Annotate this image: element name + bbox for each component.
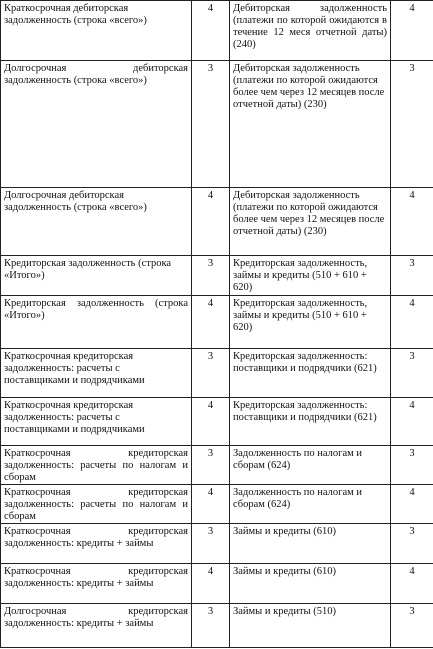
row-12-num-1: 3 [192,604,230,648]
row-1-left [1,1,192,61]
cell-text: Займы и кредиты (510) [233,606,336,617]
row-4-right [230,256,391,296]
cell-text: Долгосрочная кредиторская задолженность: кредиты + займы [4,606,188,629]
row-11-num-2: 4 [391,564,433,604]
row-12-left [1,604,192,648]
cell-text: Задолженность по налогам и сборам (624) [233,487,363,510]
row-3-num-2: 4 [391,188,433,256]
cell-text: Кредиторская задолженность (строка «Итого») [4,298,188,321]
cell-text: Займы и кредиты (610) [233,566,336,577]
row-2-num-2: 3 [391,61,433,188]
cell-text: Краткосрочная кредиторская задолженность: расчеты по налогам и сборам [4,487,188,522]
cell-text: Краткосрочная дебиторская задолженность (строка «всего») [4,3,147,26]
row-12-num-2: 3 [391,604,433,648]
cell-text: Дебиторская задолженность (платежи по которой ожидаются более чем через 12 месяцев после отчетной даты) (230) [233,190,385,237]
table-row [1,446,433,485]
row-2-left [1,61,192,188]
cell-text: Дебиторская задолженность (платежи по которой ожидаются более чем через 12 месяцев после отчетной даты) (230) [233,63,385,110]
row-5-left [1,296,192,349]
cell-text: Краткосрочная кредиторская задолженность: кредиты + займы [4,526,188,549]
cell-text: Задолженность по налогам и сборам (624) [233,448,363,471]
cell-text: Краткосрочная кредиторская задолженность: расчеты с поставщиками и подрядчиками [4,351,145,386]
row-6-num-1: 3 [192,349,230,398]
row-4-num-1: 3 [192,256,230,296]
cell-text: Кредиторская задолженность: поставщики и подрядчики (621) [233,351,377,374]
cell-text: Краткосрочная кредиторская задолженность: кредиты + займы [4,566,188,589]
row-4-left [1,256,192,296]
row-10-num-1: 3 [192,524,230,564]
table-row [1,564,433,604]
cell-text: Краткосрочная кредиторская задолженность: расчеты с поставщиками и подрядчиками [4,400,145,435]
table-row [1,61,433,188]
row-12-right [230,604,391,648]
row-2-right [230,61,391,188]
table-row [1,485,433,524]
row-10-num-2: 3 [391,524,433,564]
row-8-num-2: 3 [391,446,433,485]
row-1-right [230,1,391,61]
row-4-num-2: 3 [391,256,433,296]
cell-text: Краткосрочная кредиторская задолженность: расчеты по налогам и сборам [4,448,188,483]
row-7-left [1,398,192,446]
row-11-left [1,564,192,604]
cell-text: Долгосрочная дебиторская задолженность (строка «всего») [4,190,147,213]
row-2-num-1: 3 [192,61,230,188]
cell-text: Кредиторская задолженность, займы и кредиты (510 + 610 + 620) [233,258,368,293]
cell-text: Кредиторская задолженность (строка «Итого») [4,258,172,281]
row-7-num-1: 4 [192,398,230,446]
table-row [1,349,433,398]
row-3-left [1,188,192,256]
row-10-right [230,524,391,564]
row-5-right [230,296,391,349]
row-9-right [230,485,391,524]
cell-text: Кредиторская задолженность: поставщики и подрядчики (621) [233,400,377,423]
row-3-num-1: 4 [192,188,230,256]
row-9-num-1: 4 [192,485,230,524]
row-11-num-1: 4 [192,564,230,604]
row-10-left [1,524,192,564]
row-1-num-1: 4 [192,1,230,61]
row-6-right [230,349,391,398]
row-5-num-2: 4 [391,296,433,349]
table-row [1,296,433,349]
table-row [1,524,433,564]
row-11-right [230,564,391,604]
row-8-right [230,446,391,485]
row-6-num-2: 3 [391,349,433,398]
cell-text: Долгосрочная дебиторская задолженность (строка «всего») [4,63,188,86]
row-5-num-1: 4 [192,296,230,349]
cell-text: Дебиторская задолженность (платежи по которой ожидаются в течение 12 меся отчетной даты) (240) [233,3,387,50]
cell-text: Займы и кредиты (610) [233,526,336,537]
row-9-left [1,485,192,524]
row-3-right [230,188,391,256]
table-row [1,256,433,296]
row-8-num-1: 3 [192,446,230,485]
table-row [1,188,433,256]
row-8-left [1,446,192,485]
table-row [1,604,433,648]
row-9-num-2: 4 [391,485,433,524]
row-7-right [230,398,391,446]
row-6-left [1,349,192,398]
row-1-num-2: 4 [391,1,433,61]
cell-text: Кредиторская задолженность, займы и кредиты (510 + 610 + 620) [233,298,368,333]
row-7-num-2: 4 [391,398,433,446]
table-row [1,398,433,446]
table-row [1,1,433,61]
